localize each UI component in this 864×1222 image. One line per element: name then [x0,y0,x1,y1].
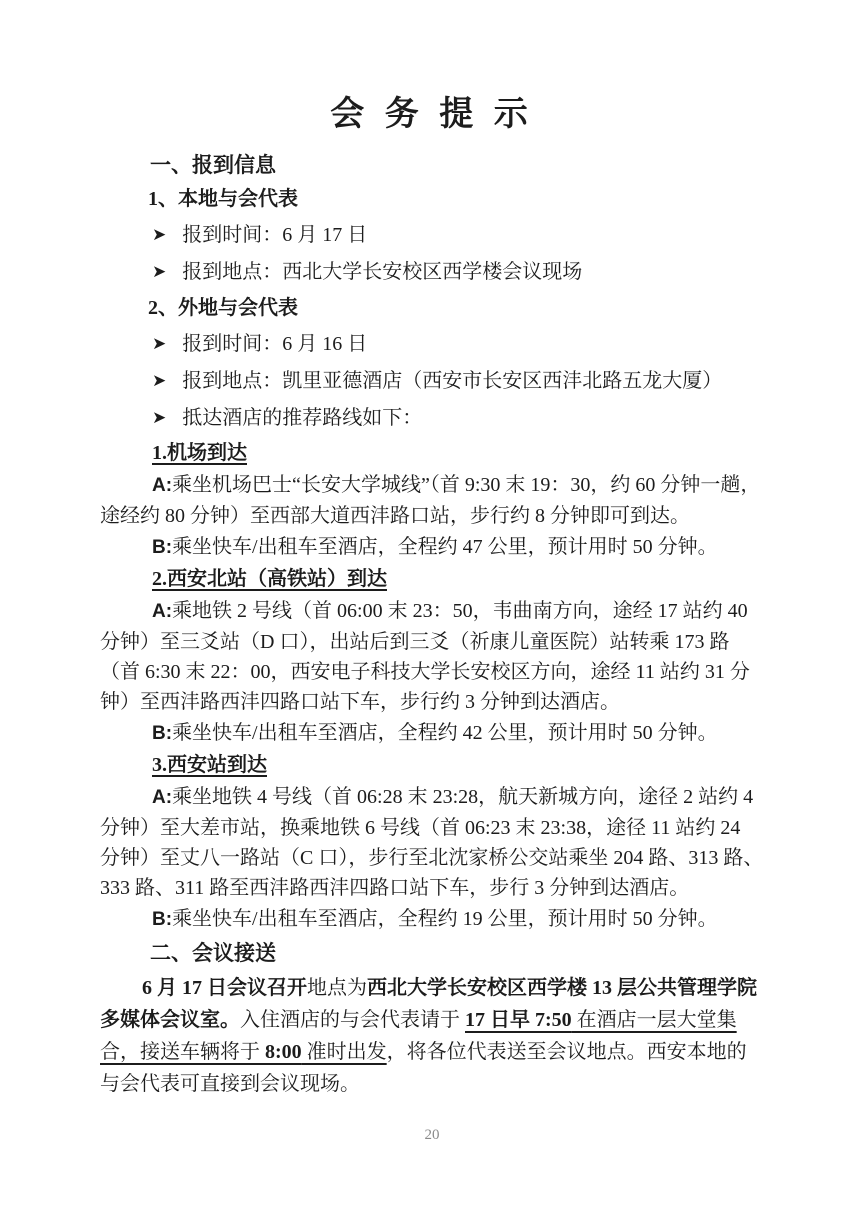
route-heading-airport [100,438,764,469]
route-heading-text: 3.西安站到达 [152,754,267,776]
bullet-checkin-location-local [100,254,764,291]
option-prefix: B: [152,909,173,930]
arrow-bullet-icon: ➤ [152,262,167,281]
route-option-xian-station-a [100,782,764,903]
bullet-text: 抵达酒店的推荐路线如下： [182,407,423,429]
arrow-bullet-icon: ➤ [152,225,167,244]
arrow-bullet-icon: ➤ [152,408,167,427]
option-text: 乘地铁 2 号线（首 06:00 末 23：50，韦曲南方向，途经 17 站约 40 分钟）至三爻站（D 口），出站后到三爻（祈康儿童医院）站转乘 173 路（首 6:30 末 22：00，西安电子科技大学长安校区方向，途经 11 站约 31 分钟）至西沣路西沣四路口站下车，步行约 3 分钟到达酒店。 [100,600,750,713]
text-segment: 17 日早 7:50 [465,1009,572,1031]
section-heading-shuttle: 二、会议接送 [150,941,276,965]
bullet-text: 报到地点：凯里亚德酒店（西安市长安区西沣北路五龙大厦） [182,370,723,392]
bullet-checkin-location-nonlocal [100,363,764,400]
bullet-checkin-time-nonlocal [100,326,764,363]
option-prefix: A: [152,787,173,808]
option-prefix: B: [152,723,173,744]
route-option-north-station-b [100,718,764,749]
option-text: 乘坐快车/出租车至酒店，全程约 42 公里，预计用时 50 分钟。 [172,722,718,744]
option-prefix: A: [152,475,173,496]
bullet-text: 报到时间：6 月 17 日 [182,224,368,246]
option-prefix: B: [152,537,173,558]
bullet-checkin-time-local [100,217,764,254]
route-heading-north-station [100,564,764,595]
route-heading-text: 2.西安北站（高铁站）到达 [152,568,387,590]
text-segment: 准时出发 [301,1041,387,1063]
option-text: 乘坐机场巴士“长安大学城线”（首 9:30 末 19：30，约 60 分钟一趟，途经约 80 分钟）至西部大道西沣路口站，步行约 8 分钟即可到达。 [100,474,761,527]
route-option-north-station-a [100,596,764,717]
option-text: 乘坐地铁 4 号线（首 06:28 末 23:28，航天新城方向，途径 2 站约 4 分钟）至大差市站，换乘地铁 6 号线（首 06:23 末 23:38，途径 11 站约 24 分钟）至丈八一路站（C 口），步行至北沈家桥公交站乘坐 204 路、313 路、333 路、311 路至西沣路西沣四路口站下车，步行 3 分钟到达酒店。 [100,786,764,899]
route-option-airport-b [100,532,764,563]
section-heading-registration: 一、报到信息 [150,153,276,177]
text-segment: 地点为 [307,977,367,999]
page-title: 会 务 提 示 [330,96,534,133]
subsection-heading-local: 1、本地与会代表 [148,188,298,210]
text-segment: ，将各位代表送至会议地点。西安本地的与会代表可直接到会议现场。 [100,1041,747,1095]
route-heading-xian-station [100,750,764,781]
route-heading-text: 1.机场到达 [152,442,247,464]
subsection-heading-nonlocal: 2、外地与会代表 [148,297,298,319]
bullet-recommended-routes [100,400,764,437]
shuttle-paragraph [100,972,764,1100]
text-segment: 在酒店一层大堂集合，接送车辆将于 [100,1009,737,1063]
route-option-airport-a [100,470,764,531]
text-segment: 8:00 [265,1041,302,1063]
arrow-bullet-icon: ➤ [152,371,167,390]
page-number: 20 [424,1127,440,1143]
text-segment: 6 月 17 日会议召开 [142,977,307,999]
arrow-bullet-icon: ➤ [152,334,167,353]
route-option-xian-station-b [100,904,764,935]
text-segment: 西北大学长安校区西学楼 13 层公共管理学院多媒体会议室。 [100,977,757,1031]
option-prefix: A: [152,601,173,622]
option-text: 乘坐快车/出租车至酒店，全程约 19 公里，预计用时 50 分钟。 [172,908,718,930]
bullet-text: 报到地点：西北大学长安校区西学楼会议现场 [182,261,583,283]
text-segment: 入住酒店的与会代表请于 [240,1009,465,1031]
option-text: 乘坐快车/出租车至酒店，全程约 47 公里，预计用时 50 分钟。 [172,536,718,558]
bullet-text: 报到时间：6 月 16 日 [182,333,368,355]
